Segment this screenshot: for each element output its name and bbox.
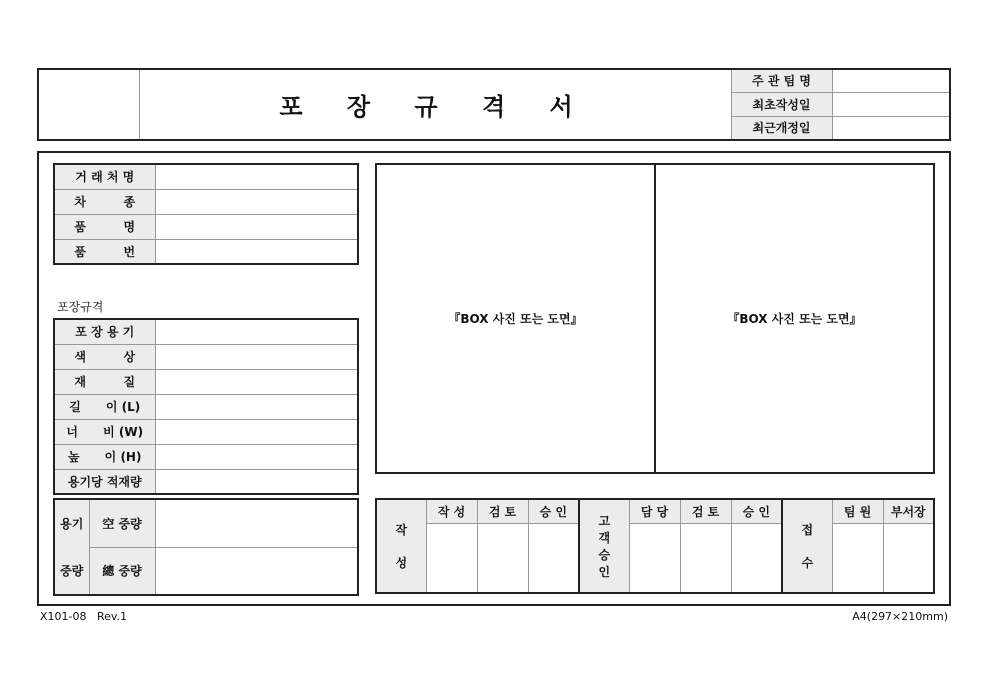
customer-label-char-3: 승 (598, 548, 611, 562)
color-field[interactable] (155, 344, 358, 369)
logo-cell (38, 69, 139, 140)
part-no-field[interactable] (155, 239, 358, 264)
load-per-container-label: 용기당 적재량 (54, 469, 155, 494)
document-header (37, 68, 951, 141)
product-name-label: 품 명 (54, 214, 155, 239)
customer-col-approve: 승 인 (731, 499, 782, 523)
author-sign-approve[interactable] (528, 523, 579, 593)
receipt-section-label (782, 499, 832, 593)
load-per-container-field[interactable] (155, 469, 358, 494)
author-col-review: 검 토 (477, 499, 528, 523)
color-label: 색 상 (54, 344, 155, 369)
info-table (53, 163, 359, 265)
first-date-label: 최초작성일 (731, 92, 832, 116)
empty-weight-field[interactable] (155, 499, 358, 547)
author-col-approve: 승 인 (528, 499, 579, 523)
product-name-field[interactable] (155, 214, 358, 239)
first-date-field[interactable] (832, 92, 950, 116)
material-field[interactable] (155, 369, 358, 394)
client-field[interactable] (155, 164, 358, 189)
author-sign-review[interactable] (477, 523, 528, 593)
page-title: 포 장 규 격 서 (139, 69, 731, 140)
author-label-char-1: 작 (395, 523, 408, 537)
customer-label-char-4: 인 (598, 565, 611, 579)
height-label: 높 이 (H) (54, 444, 155, 469)
author-sign-write[interactable] (426, 523, 477, 593)
author-section-label (376, 499, 426, 593)
material-label: 재 질 (54, 369, 155, 394)
customer-col-review: 검 토 (680, 499, 731, 523)
team-name-field[interactable] (832, 69, 950, 92)
customer-sign-charge[interactable] (629, 523, 680, 593)
receipt-col-member: 팀 원 (832, 499, 883, 523)
vehicle-field[interactable] (155, 189, 358, 214)
doc-number: X101-08 Rev.1 (40, 610, 128, 623)
empty-weight-label: 空 중량 (89, 499, 155, 547)
receipt-sign-member[interactable] (832, 523, 883, 593)
author-label-char-2: 성 (395, 556, 408, 570)
weight-group-bottom: 중량 (54, 547, 89, 595)
author-col-write: 작 성 (426, 499, 477, 523)
total-weight-field[interactable] (155, 547, 358, 595)
customer-section-label (579, 499, 629, 593)
receipt-label-char-2: 수 (801, 556, 814, 570)
client-label: 거 래 처 명 (54, 164, 155, 189)
vehicle-label: 차 종 (54, 189, 155, 214)
customer-col-charge: 담 당 (629, 499, 680, 523)
spec-caption: 포장규격 (57, 300, 104, 314)
part-no-label: 품 번 (54, 239, 155, 264)
weight-table (53, 498, 359, 596)
customer-label-char-1: 고 (598, 514, 611, 528)
approval-table (375, 498, 935, 594)
revised-date-field[interactable] (832, 116, 950, 140)
container-label: 포 장 용 기 (54, 319, 155, 344)
container-field[interactable] (155, 319, 358, 344)
customer-sign-approve[interactable] (731, 523, 782, 593)
paper-size: A4(297×210mm) (852, 610, 948, 623)
team-name-label: 주 관 팀 명 (731, 69, 832, 92)
height-field[interactable] (155, 444, 358, 469)
customer-label-char-2: 객 (598, 531, 611, 545)
width-label: 너 비 (W) (54, 419, 155, 444)
length-label: 길 이 (L) (54, 394, 155, 419)
receipt-label-char-1: 접 (801, 523, 814, 537)
photo-placeholder-right[interactable]: 『BOX 사진 또는 도면』 (654, 165, 933, 472)
receipt-col-head: 부서장 (883, 499, 934, 523)
length-field[interactable] (155, 394, 358, 419)
customer-sign-review[interactable] (680, 523, 731, 593)
weight-group-top: 용기 (54, 499, 89, 547)
photo-placeholder-left[interactable]: 『BOX 사진 또는 도면』 (448, 312, 583, 326)
revised-date-label: 최근개정일 (731, 116, 832, 140)
photo-area (375, 163, 935, 474)
width-field[interactable] (155, 419, 358, 444)
receipt-sign-head[interactable] (883, 523, 934, 593)
total-weight-label: 總 중량 (89, 547, 155, 595)
spec-table (53, 318, 359, 495)
